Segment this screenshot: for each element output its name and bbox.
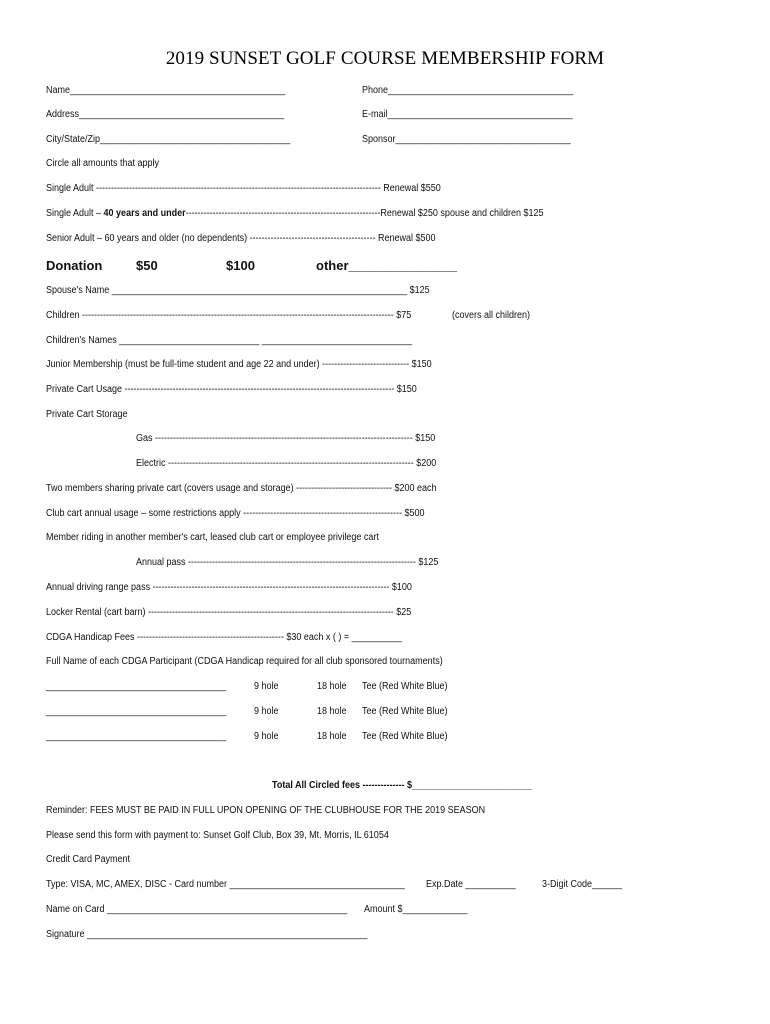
participant-name-field[interactable]: ____________________________________ [46,731,227,742]
page-title: 2019 SUNSET GOLF COURSE MEMBERSHIP FORM [165,48,605,69]
two-members-line: Two members sharing private cart (covers usage and storage) -------------------------------- $200 each [46,483,437,494]
participant-tee: Tee (Red White Blue) [362,731,448,742]
children-line: Children -------------------------------------------------------------------------------------------------------- $75 [46,310,412,321]
participant-tee: Tee (Red White Blue) [362,681,448,692]
credit-card-heading: Credit Card Payment [46,854,131,865]
cdga-full-name-heading: Full Name of each CDGA Participant (CDGA Handicap required for all club sponsored tournaments) [46,656,443,667]
email-field[interactable]: E-mail_____________________________________ [362,109,573,120]
participant-18-hole: 18 hole [317,731,347,742]
driving-range-line: Annual driving range pass ------------------------------------------------------------------------------- $100 [46,582,412,593]
participant-18-hole: 18 hole [317,706,347,717]
donation-label: Donation [46,258,103,273]
address-field[interactable]: Address_________________________________________ [46,109,285,120]
card-type-number-field[interactable]: Type: VISA, MC, AMEX, DISC - Card number ___________________________________ [46,879,405,890]
donation-option-50: $50 [136,258,158,273]
single-adult-40-line [46,208,544,220]
private-cart-usage-line: Private Cart Usage ------------------------------------------------------------------------------------------ $150 [46,384,417,395]
participant-name-field[interactable]: ____________________________________ [46,681,227,692]
participant-9-hole: 9 hole [254,706,279,717]
children-note: (covers all children) [452,310,531,321]
signature-field[interactable]: Signature ________________________________________________________ [46,929,368,940]
sponsor-field[interactable]: Sponsor___________________________________ [362,134,571,145]
participant-tee: Tee (Red White Blue) [362,706,448,717]
annual-pass-line: Annual pass ---------------------------------------------------------------------------- $125 [136,557,439,568]
spouse-line[interactable]: Spouse's Name ___________________________________________________________ $125 [46,285,430,296]
childrens-names-line[interactable]: Children's Names ____________________________ ______________________________ [46,335,413,346]
donation-option-other[interactable]: other_______________ [316,258,457,273]
club-cart-line: Club cart annual usage – some restrictions apply ----------------------------------------------------- $500 [46,508,425,519]
reminder-text: Reminder: FEES MUST BE PAID IN FULL UPON OPENING OF THE CLUBHOUSE FOR THE 2019 SEASON [46,805,486,816]
gas-line: Gas -------------------------------------------------------------------------------------- $150 [136,433,436,444]
amount-field[interactable]: Amount $_____________ [364,904,468,915]
three-digit-code-field[interactable]: 3-Digit Code______ [542,879,623,890]
private-cart-storage-heading: Private Cart Storage [46,409,128,420]
participant-name-field[interactable]: ____________________________________ [46,706,227,717]
participant-9-hole: 9 hole [254,681,279,692]
instruction-text: Circle all amounts that apply [46,158,160,169]
participant-9-hole: 9 hole [254,731,279,742]
cdga-fees-line[interactable]: CDGA Handicap Fees ------------------------------------------------- $30 each x ( ) = __________ [46,632,402,643]
senior-adult-line: Senior Adult – 60 years and older (no dependents) ------------------------------------------ Renewal $500 [46,233,436,244]
locker-line: Locker Rental (cart barn) ---------------------------------------------------------------------------------- $25 [46,607,412,618]
single-adult-40-suffix: -----------------------------------------------------------------Renewal $250 spouse and children $125 [185,208,544,219]
single-adult-40-prefix: Single Adult – [46,208,104,219]
total-fees-line[interactable]: Total All Circled fees -------------- $________________________ [272,780,533,791]
name-on-card-field[interactable]: Name on Card ________________________________________________ [46,904,348,915]
single-adult-40-bold: 40 years and under [103,208,186,219]
donation-option-100: $100 [226,258,255,273]
phone-field[interactable]: Phone_____________________________________ [362,85,574,96]
send-instructions: Please send this form with payment to: Sunset Golf Club, Box 39, Mt. Morris, IL 61054 [46,830,389,841]
city-state-zip-field[interactable]: City/State/Zip______________________________________ [46,134,291,145]
name-field[interactable]: Name___________________________________________ [46,85,286,96]
junior-line: Junior Membership (must be full-time student and age 22 and under) ----------------------------- $150 [46,359,432,370]
exp-date-field[interactable]: Exp.Date __________ [426,879,516,890]
member-riding-heading: Member riding in another member's cart, leased club cart or employee privilege cart [46,532,379,543]
participant-18-hole: 18 hole [317,681,347,692]
single-adult-line: Single Adult ----------------------------------------------------------------------------------------------- Renewal $550 [46,183,441,194]
electric-line: Electric ---------------------------------------------------------------------------------- $200 [136,458,437,469]
